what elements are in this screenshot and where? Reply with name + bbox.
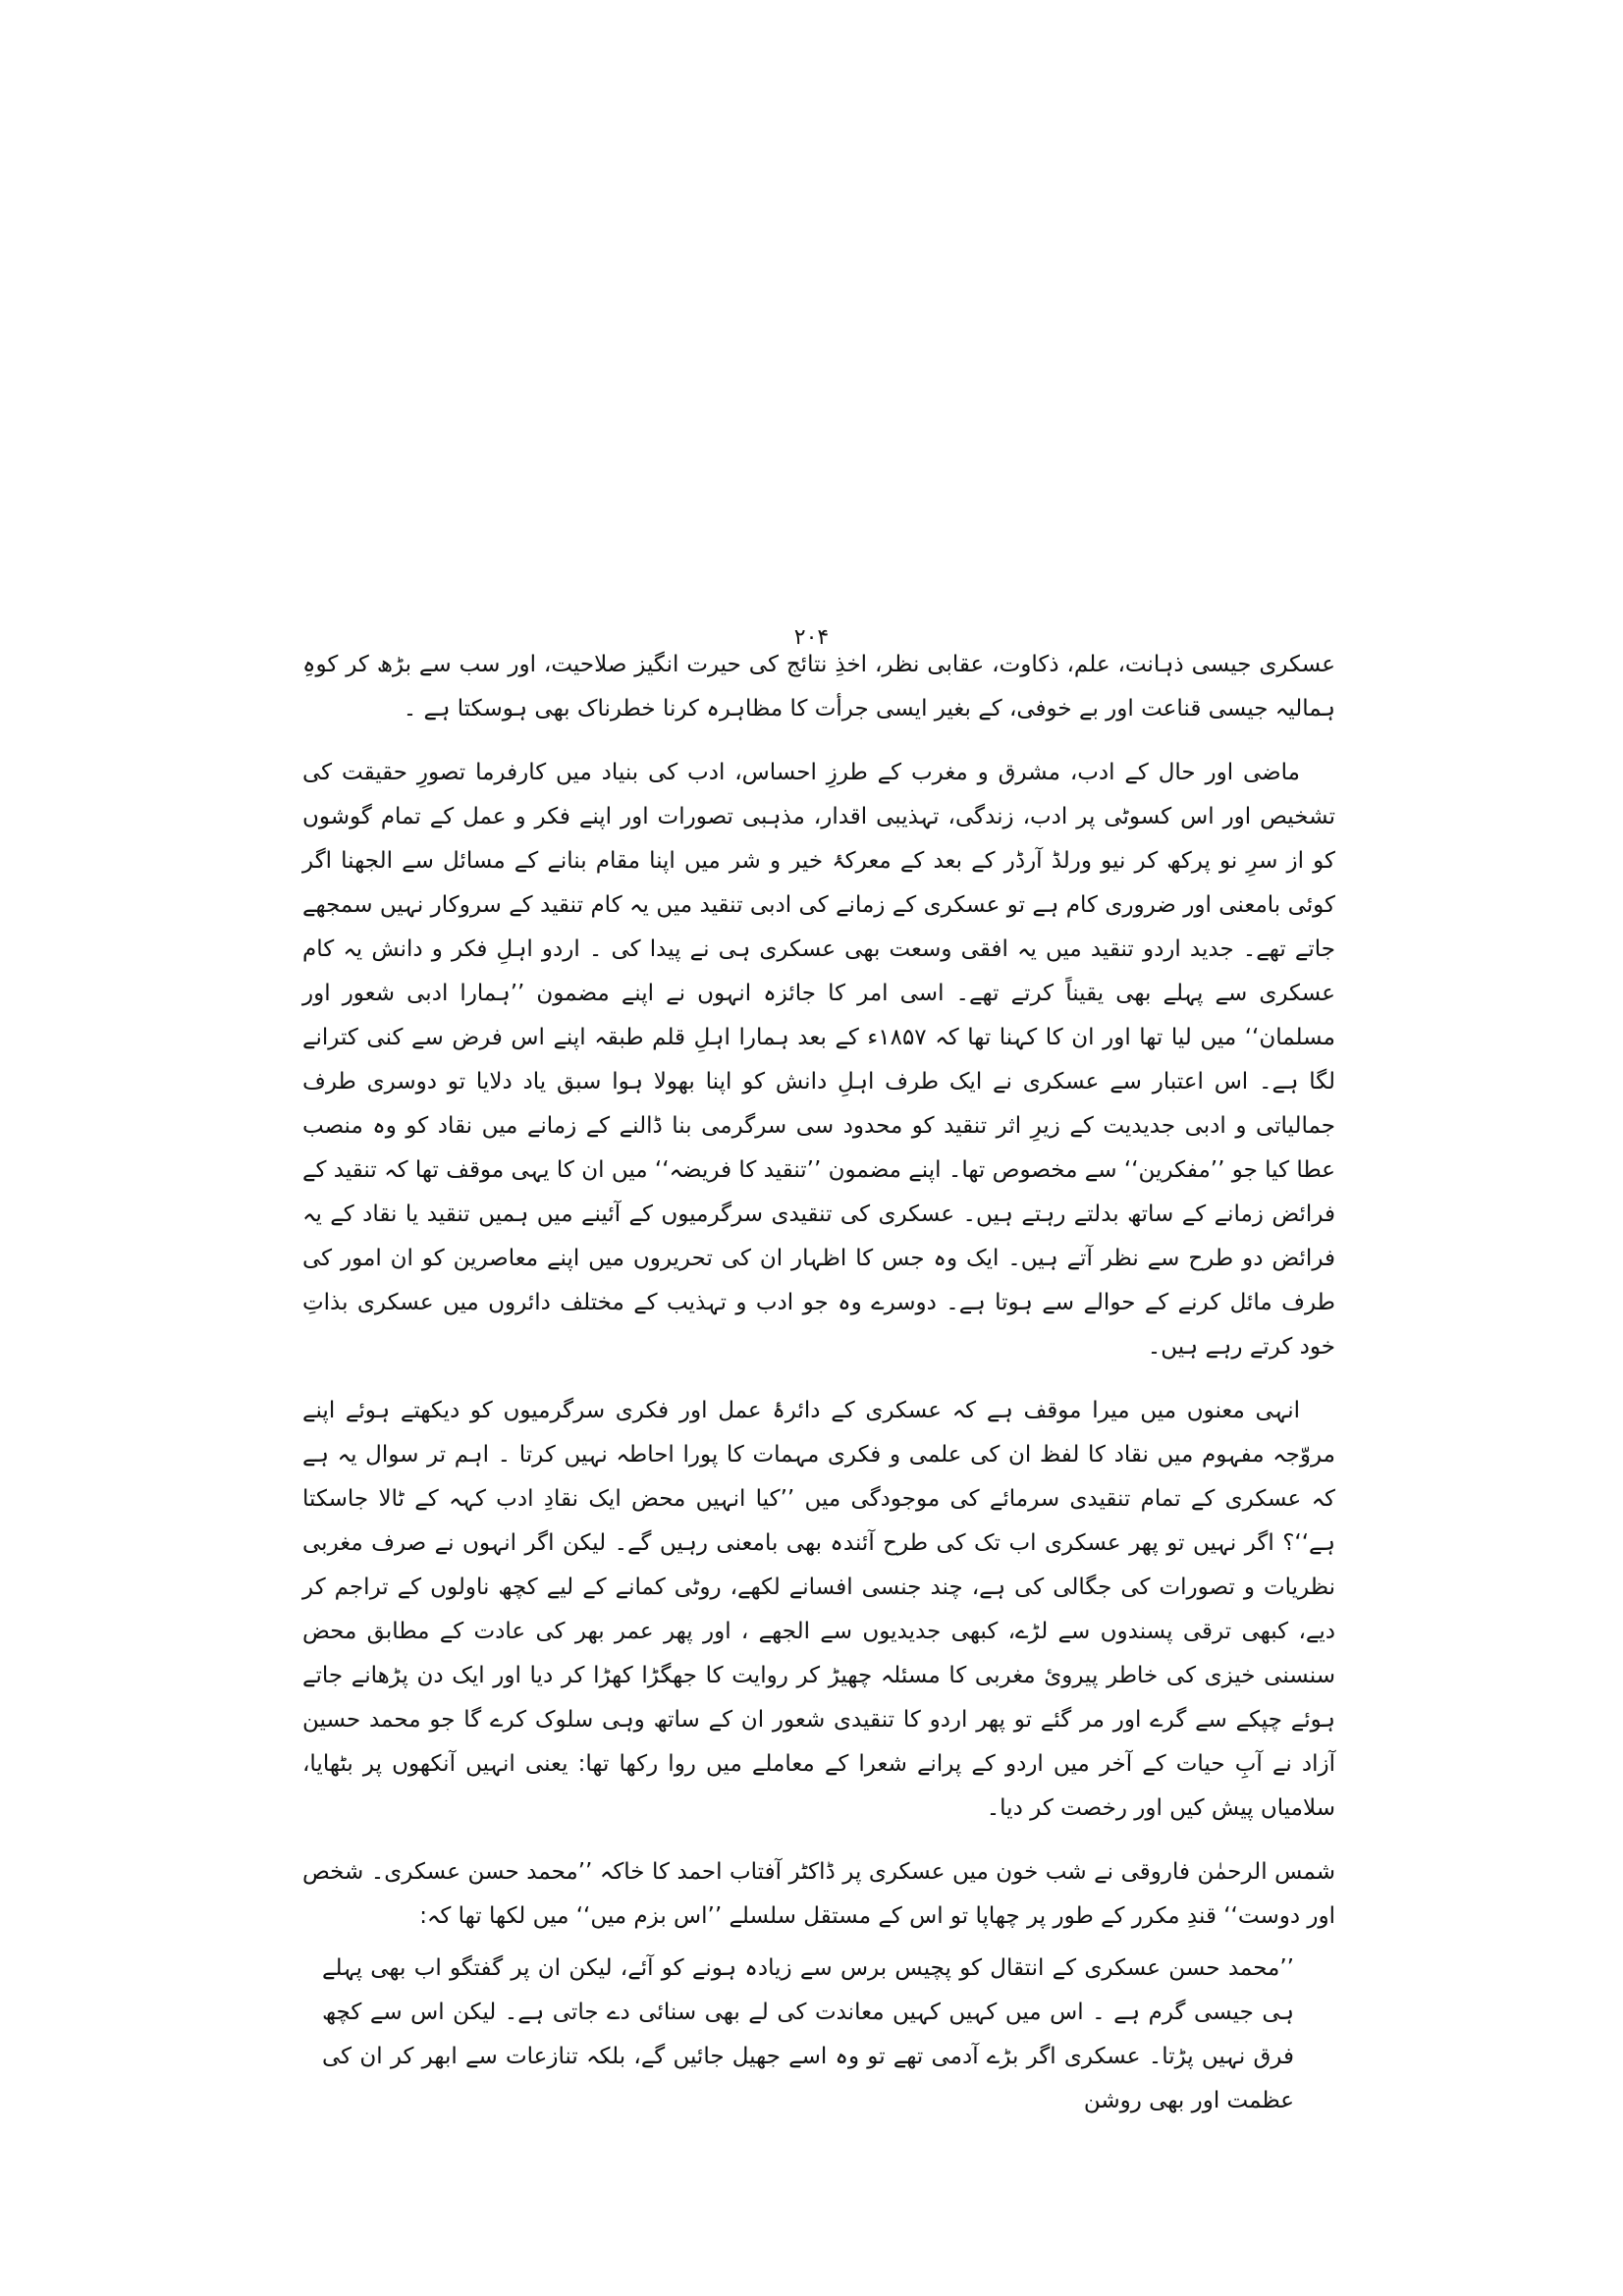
paragraph-3: انہی معنوں میں میرا موقف ہے کہ عسکری کے دائرۂ عمل اور فکری سرگرمیوں کو دیکھتے ہوئے اپنے مروّجہ مفہوم میں نقاد کا لفظ ان کی علمی و فکری مہمات کا پورا احاطہ نہیں کرتا ۔ اہم تر سوال یہ ہے کہ عسکری کے تمام تنقیدی سرمائے کی موجودگی میں ’’کیا انہیں محض ایک نقادِ ادب کہہ کے ٹالا جاسکتا ہے‘‘؟ اگر نہیں تو پھر عسکری اب تک کی طرح آئندہ بھی بامعنی رہیں گے۔ لیکن اگر انہوں نے صرف مغربی نظریات و تصورات کی جگالی کی ہے، چند جنسی افسانے لکھے، روٹی کمانے کے لیے کچھ ناولوں کے تراجم کر دیے، کبھی ترقی پسندوں سے لڑے، کبھی جدیدیوں سے الجھے ، اور پھر عمر بھر کی عادت کے مطابق محض سنسنی خیزی کی خاطر پیرویٔ مغربی کا مسئلہ چھیڑ کر روایت کا جھگڑا کھڑا کر دیا اور ایک دن پڑھانے جاتے ہوئے چپکے سے گرے اور مر گئے تو پھر اردو کا تنقیدی شعور ان کے ساتھ وہی سلوک کرے گا جو محمد حسین آزاد نے آبِ حیات کے آخر میں اردو کے پرانے شعرا کے معاملے میں روا رکھا تھا: یعنی انہیں آنکھوں پر بٹھایا، سلامیاں پیش کیں اور رخصت کر دیا۔ xyxy=(302,1398,1335,1821)
paragraph-1: عسکری جیسی ذہانت، علم، ذکاوت، عقابی نظر، اخذِ نتائج کی حیرت انگیز صلاحیت، اور سب سے بڑھ کر کوہِ ہمالیہ جیسی قناعت اور بے خوفی، کے بغیر ایسی جرأت کا مظاہرہ کرنا خطرناک بھی ہوسکتا ہے ۔ xyxy=(302,652,1335,721)
page-number: ۲۰۴ xyxy=(793,625,830,650)
block-quote: ’’محمد حسن عسکری کے انتقال کو پچیس برس سے زیادہ ہونے کو آئے، لیکن ان پر گفتگو اب بھی پہلے ہی جیسی گرم ہے ۔ اس میں کہیں کہیں معاندت کی لے بھی سنائی دے جاتی ہے۔ لیکن اس سے کچھ فرق نہیں پڑتا۔ عسکری اگر بڑے آدمی تھے تو وہ اسے جھیل جائیں گے، بلکہ تنازعات سے ابھر کر ان کی عظمت اور بھی روشن xyxy=(322,1955,1294,2113)
paragraph-4: شمس الرحمٰن فاروقی نے شب خون میں عسکری پر ڈاکٹر آفتاب احمد کا خاکہ ’’محمد حسن عسکری۔ شخص اور دوست‘‘ قندِ مکرر کے طور پر چھاپا تو اس کے مستقل سلسلے ’’اس بزم میں‘‘ میں لکھا تھا کہ: xyxy=(302,1859,1335,1929)
body-text xyxy=(302,643,1335,2123)
paragraph-2: ماضی اور حال کے ادب، مشرق و مغرب کے طرزِ احساس، ادب کی بنیاد میں کارفرما تصورِ حقیقت کی تشخیص اور اس کسوٹی پر ادب، زندگی، تہذیبی اقدار، مذہبی تصورات اور اپنے فکر و عمل کے تمام گوشوں کو از سرِ نو پرکھ کر نیو ورلڈ آرڈر کے بعد کے معرکۂ خیر و شر میں اپنا مقام بنانے کے مسائل سے الجھنا اگر کوئی بامعنی اور ضروری کام ہے تو عسکری کے زمانے کی ادبی تنقید میں یہ کام تنقید کے سروکار نہیں سمجھے جاتے تھے۔ جدید اردو تنقید میں یہ افقی وسعت بھی عسکری ہی نے پیدا کی ۔ اردو اہلِ فکر و دانش یہ کام عسکری سے پہلے بھی یقیناً کرتے تھے۔ اسی امر کا جائزہ انہوں نے اپنے مضمون ’’ہمارا ادبی شعور اور مسلمان‘‘ میں لیا تھا اور ان کا کہنا تھا کہ ۱۸۵۷ء کے بعد ہمارا اہلِ قلم طبقہ اپنے اس فرض سے کنی کترانے لگا ہے۔ اس اعتبار سے عسکری نے ایک طرف اہلِ دانش کو اپنا بھولا ہوا سبق یاد دلایا تو دوسری طرف جمالیاتی و ادبی جدیدیت کے زیرِ اثر تنقید کو محدود سی سرگرمی بنا ڈالنے کے زمانے میں نقاد کو وہ منصب عطا کیا جو ’’مفکرین‘‘ سے مخصوص تھا۔ اپنے مضمون ’’تنقید کا فریضہ‘‘ میں ان کا یہی موقف تھا کہ تنقید کے فرائض زمانے کے ساتھ بدلتے رہتے ہیں۔ عسکری کی تنقیدی سرگرمیوں کے آئینے میں ہمیں تنقید یا نقاد کے یہ فرائض دو طرح سے نظر آتے ہیں۔ ایک وہ جس کا اظہار ان کی تحریروں میں اپنے معاصرین کو ان امور کی طرف مائل کرنے کے حوالے سے ہوتا ہے۔ دوسرے وہ جو ادب و تہذیب کے مختلف دائروں میں عسکری بذاتِ خود کرتے رہے ہیں۔ xyxy=(302,760,1335,1360)
